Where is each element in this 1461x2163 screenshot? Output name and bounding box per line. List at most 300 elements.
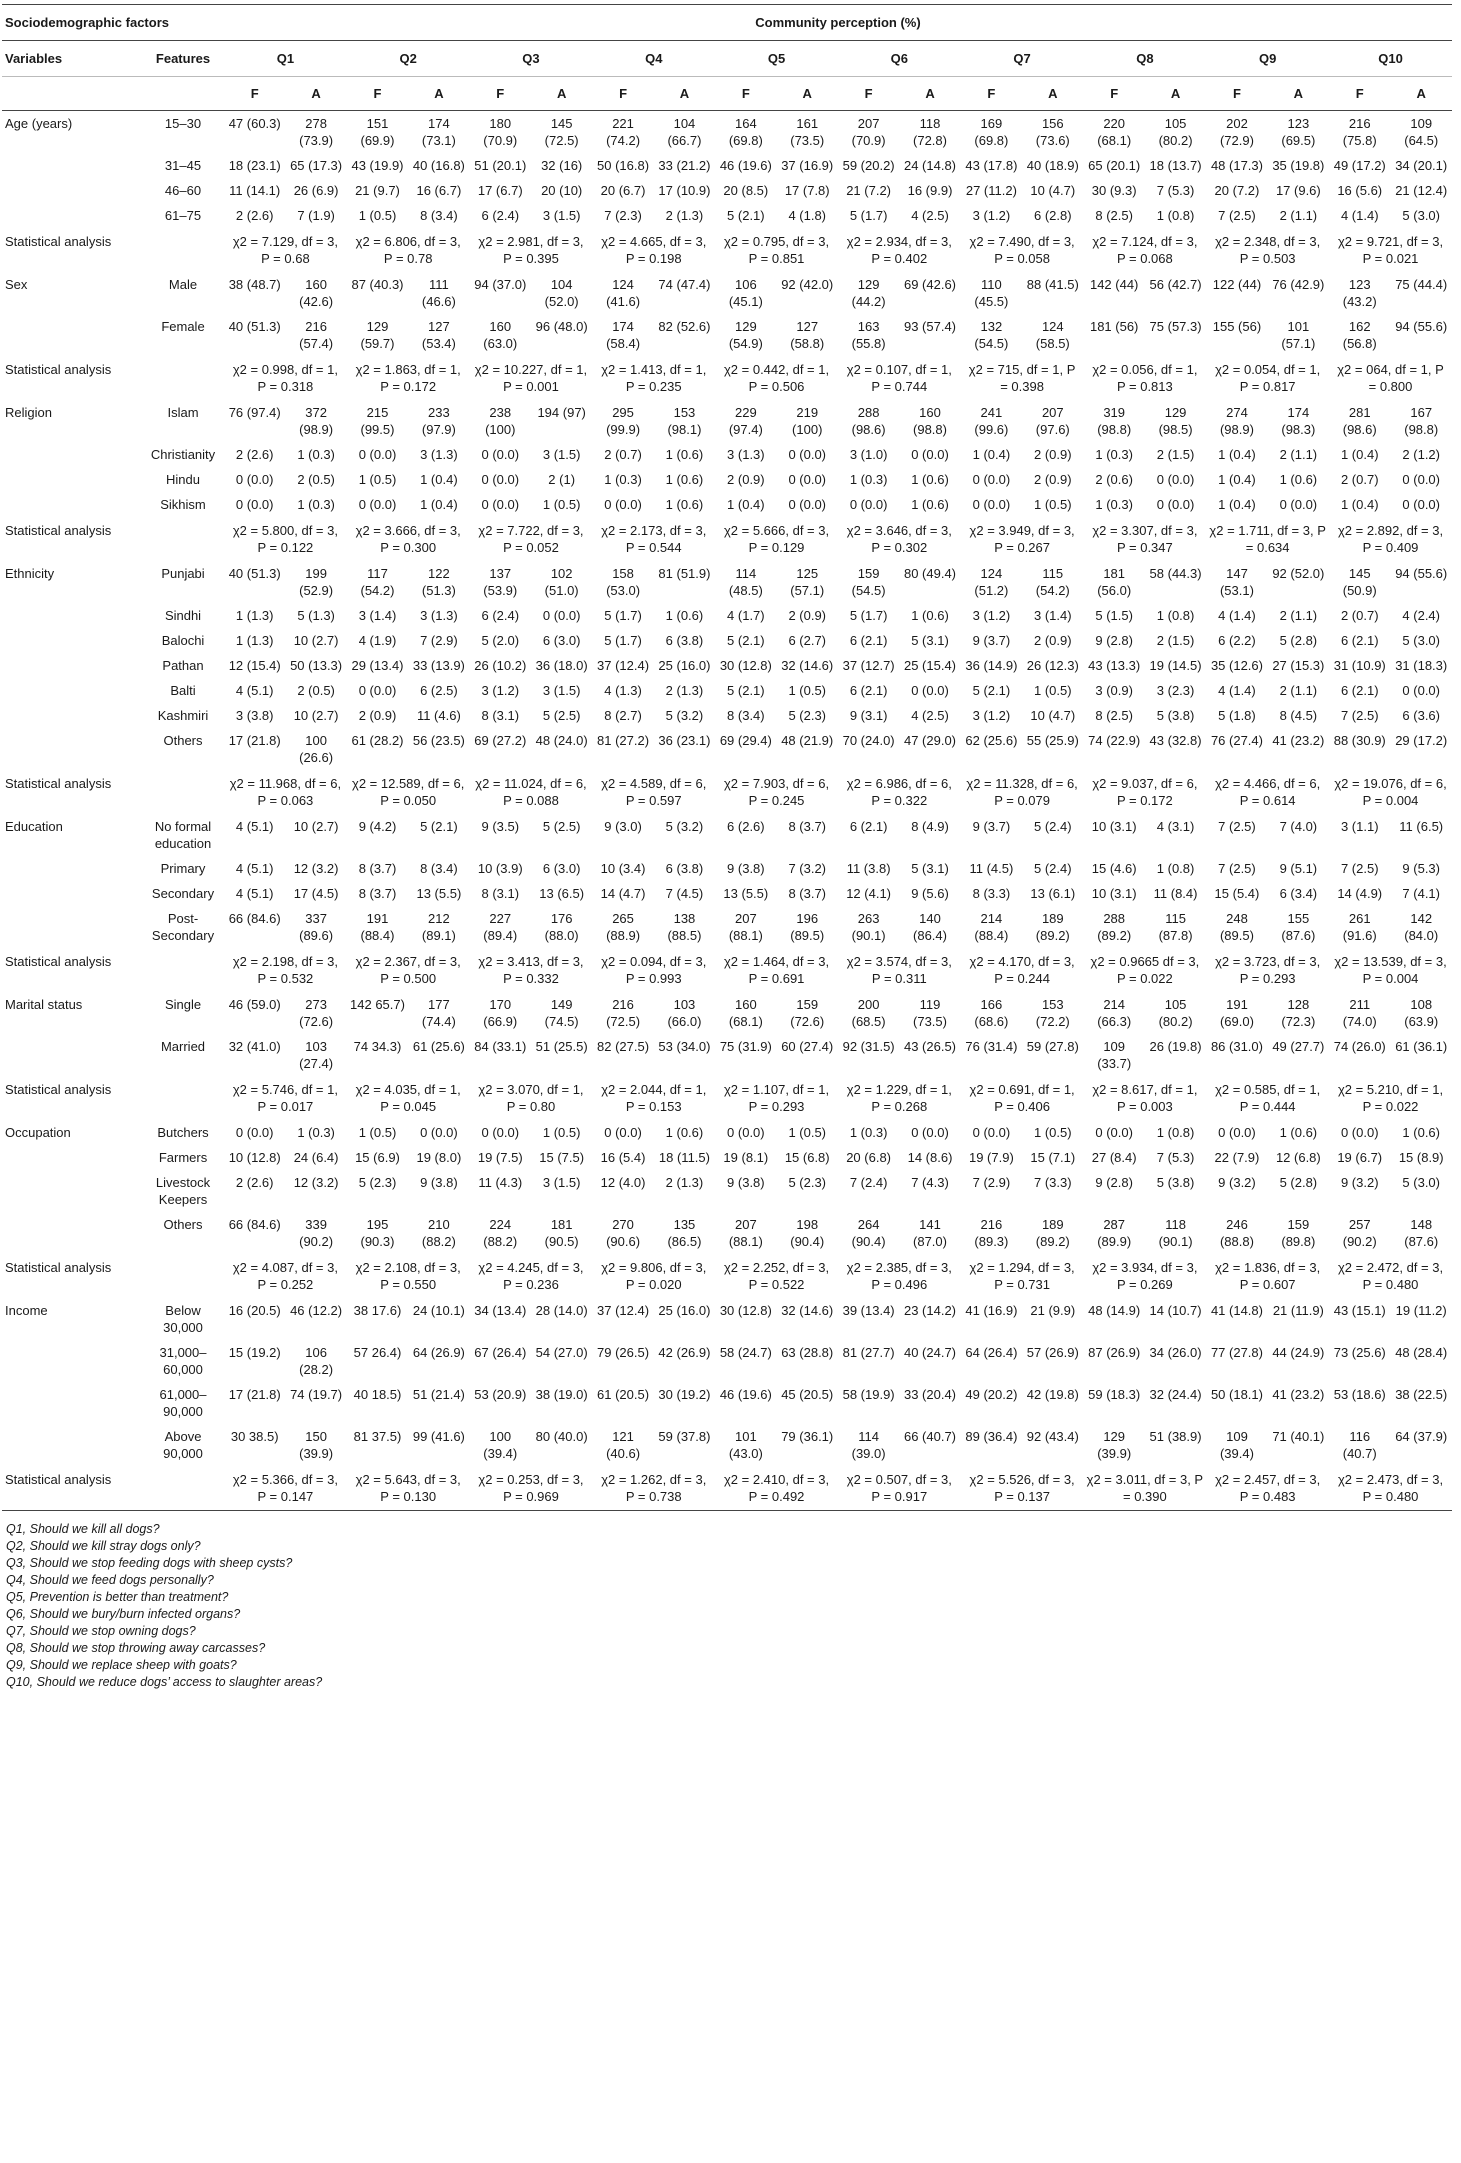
table-row xyxy=(2,881,1452,906)
stat-label: Statistical analysis xyxy=(2,1466,142,1511)
feature-cell: Hindu xyxy=(166,472,200,487)
value-cell: 24 (14.8) xyxy=(903,158,957,173)
stat-cell: χ2 = 0.056, df = 1, P = 0.813 xyxy=(1092,362,1198,394)
feature-cell: 15–30 xyxy=(164,116,202,131)
value-cell: 69 (29.4) xyxy=(719,733,772,748)
value-cell: 1 (0.5) xyxy=(542,1125,581,1140)
footnote: Q6, Should we bury/burn infected organs? xyxy=(6,1607,241,1621)
value-cell: 189 (89.2) xyxy=(1035,911,1070,943)
value-cell: 80 (40.0) xyxy=(535,1429,588,1444)
value-cell: 1 (0.3) xyxy=(1095,447,1133,462)
value-cell: 3 (1.2) xyxy=(972,208,1011,223)
value-cell: 106 (45.1) xyxy=(728,277,763,309)
value-cell: 142 (84.0) xyxy=(1404,911,1439,943)
value-cell: 0 (0.0) xyxy=(1156,472,1195,487)
value-cell: 17 (21.8) xyxy=(228,733,281,748)
value-cell: 1 (0.3) xyxy=(1095,497,1133,512)
value-cell: 5 (1.8) xyxy=(1218,708,1256,723)
value-cell: 110 (45.5) xyxy=(974,277,1009,309)
value-cell: 159 (54.5) xyxy=(851,566,886,598)
value-cell: 8 (3.4) xyxy=(420,208,458,223)
value-cell: 60 (27.4) xyxy=(781,1039,834,1054)
value-cell: 0 (0.0) xyxy=(604,497,642,512)
value-cell: 1 (0.8) xyxy=(1156,608,1195,623)
feature-cell: 46–60 xyxy=(164,183,202,198)
feature-cell: Balti xyxy=(170,683,196,698)
variable-cell xyxy=(2,1034,142,1076)
subcol-f-header: F xyxy=(961,77,1022,111)
question-header: Q10 xyxy=(1329,41,1452,77)
value-cell: 147 (53.1) xyxy=(1219,566,1254,598)
value-cell: 8 (3.1) xyxy=(481,886,520,901)
value-cell: 88 (41.5) xyxy=(1026,277,1079,292)
value-cell: 30 (9.3) xyxy=(1091,183,1137,198)
value-cell: 270 (90.6) xyxy=(606,1217,641,1249)
value-cell: 16 (9.9) xyxy=(907,183,953,198)
value-cell: 12 (4.0) xyxy=(600,1175,646,1190)
value-cell: 6 (3.0) xyxy=(542,861,581,876)
value-cell: 36 (18.0) xyxy=(535,658,588,673)
value-cell: 1 (0.8) xyxy=(1156,208,1195,223)
value-cell: 115 (54.2) xyxy=(1035,566,1070,598)
value-cell: 9 (3.8) xyxy=(727,861,765,876)
value-cell: 32 (24.4) xyxy=(1149,1387,1202,1402)
value-cell: 104 (66.7) xyxy=(667,116,702,148)
value-cell: 6 (2.4) xyxy=(481,608,520,623)
blank-cell xyxy=(142,517,224,561)
value-cell: 1 (0.4) xyxy=(1218,472,1256,487)
value-cell: 2 (0.7) xyxy=(604,447,642,462)
value-cell: 180 (70.9) xyxy=(483,116,518,148)
value-cell: 82 (27.5) xyxy=(597,1039,650,1054)
value-cell: 15 (7.5) xyxy=(539,1150,585,1165)
value-cell: 5 (3.0) xyxy=(1402,1175,1440,1190)
value-cell: 9 (3.2) xyxy=(1218,1175,1256,1190)
value-cell: 4 (5.1) xyxy=(235,861,274,876)
value-cell: 58 (24.7) xyxy=(719,1345,772,1360)
value-cell: 119 (73.5) xyxy=(913,997,947,1029)
stat-cell: χ2 = 0.507, df = 3, P = 0.917 xyxy=(838,1466,961,1511)
value-cell: 1 (0.5) xyxy=(358,472,397,487)
blank-cell xyxy=(142,770,224,814)
value-cell: 2 (0.7) xyxy=(1340,472,1379,487)
value-cell: 1 (0.6) xyxy=(911,608,949,623)
value-cell: 128 (72.3) xyxy=(1281,997,1316,1029)
value-cell: 1 (0.5) xyxy=(788,1125,827,1140)
value-cell: 0 (0.0) xyxy=(972,1125,1011,1140)
value-cell: 142 (44) xyxy=(1089,277,1139,292)
value-cell: 6 (2.6) xyxy=(727,819,765,834)
variable-cell: Age (years) xyxy=(5,116,73,131)
value-cell: 6 (3.4) xyxy=(1279,886,1318,901)
value-cell: 8 (2.7) xyxy=(604,708,642,723)
feature-cell: Male xyxy=(168,277,198,292)
variable-cell xyxy=(2,153,142,178)
value-cell: 81 37.5) xyxy=(353,1429,402,1444)
value-cell: 30 (19.2) xyxy=(658,1387,711,1402)
stat-cell: χ2 = 064, df = 1, P = 0.800 xyxy=(1337,362,1444,394)
value-cell: 118 (90.1) xyxy=(1158,1217,1193,1249)
feature-cell: Others xyxy=(163,1217,203,1232)
value-cell: 124 (41.6) xyxy=(606,277,641,309)
value-cell: 9 (3.2) xyxy=(1340,1175,1379,1190)
value-cell: 238 (100) xyxy=(485,405,516,437)
subcol-a-header: A xyxy=(1268,77,1329,111)
value-cell: 89 (36.4) xyxy=(965,1429,1018,1444)
value-cell: 15 (8.9) xyxy=(1398,1150,1444,1165)
subcol-f-header: F xyxy=(347,77,408,111)
value-cell: 17 (6.7) xyxy=(477,183,523,198)
value-cell: 80 (49.4) xyxy=(903,566,957,581)
value-cell: 19 (7.5) xyxy=(477,1150,523,1165)
value-cell: 5 (1.5) xyxy=(1095,608,1133,623)
question-header: Q3 xyxy=(470,41,593,77)
value-cell: 59 (37.8) xyxy=(658,1429,711,1444)
variable-cell: Occupation xyxy=(5,1125,71,1140)
value-cell: 151 (69.9) xyxy=(360,116,395,148)
value-cell: 11 (4.3) xyxy=(478,1175,523,1190)
value-cell: 27 (11.2) xyxy=(965,183,1017,198)
value-cell: 105 (80.2) xyxy=(1158,116,1193,148)
value-cell: 26 (10.2) xyxy=(474,658,527,673)
value-cell: 11 (8.4) xyxy=(1153,886,1198,901)
stat-cell: χ2 = 4.170, df = 3, P = 0.244 xyxy=(969,954,1075,986)
value-cell: 62 (25.6) xyxy=(965,733,1018,748)
stat-cell: χ2 = 3.070, df = 1, P = 0.80 xyxy=(478,1082,584,1114)
value-cell: 7 (3.2) xyxy=(788,861,827,876)
value-cell: 216 (89.3) xyxy=(974,1217,1009,1249)
value-cell: 5 (1.7) xyxy=(849,608,888,623)
value-cell: 43 (26.5) xyxy=(903,1039,957,1054)
value-cell: 49 (17.2) xyxy=(1333,158,1386,173)
stat-row xyxy=(2,1076,1452,1120)
value-cell: 14 (8.6) xyxy=(907,1150,953,1165)
value-cell: 15 (5.4) xyxy=(1214,886,1260,901)
stat-cell: χ2 = 2.934, df = 3, P = 0.402 xyxy=(846,234,952,266)
feature-cell: Married xyxy=(160,1039,206,1054)
variable-cell: Income xyxy=(5,1303,48,1318)
blank-cell xyxy=(142,1254,224,1298)
blank-header-cell xyxy=(142,77,224,111)
value-cell: 3 (3.8) xyxy=(235,708,274,723)
stat-cell: χ2 = 2.472, df = 3, P = 0.480 xyxy=(1337,1260,1444,1292)
value-cell: 10 (3.4) xyxy=(600,861,646,876)
variable-cell: Religion xyxy=(5,405,52,420)
value-cell: 0 (0.0) xyxy=(972,472,1011,487)
value-cell: 76 (42.9) xyxy=(1272,277,1325,292)
value-cell: 7 (2.9) xyxy=(972,1175,1011,1190)
features-header: Features xyxy=(142,41,224,77)
table-row xyxy=(2,628,1452,653)
value-cell: 19 (8.0) xyxy=(416,1150,462,1165)
value-cell: 127 (58.8) xyxy=(790,319,825,351)
value-cell: 1 (0.5) xyxy=(358,1125,397,1140)
value-cell: 1 (0.5) xyxy=(1034,683,1072,698)
value-cell: 69 (27.2) xyxy=(474,733,527,748)
value-cell: 53 (20.9) xyxy=(474,1387,527,1402)
stat-cell: χ2 = 2.385, df = 3, P = 0.496 xyxy=(846,1260,952,1292)
table-row xyxy=(2,992,1452,1034)
value-cell: 75 (57.3) xyxy=(1149,319,1202,334)
value-cell: 6 (3.8) xyxy=(665,861,704,876)
subcol-a-header: A xyxy=(1390,77,1452,111)
variable-cell xyxy=(2,314,142,356)
value-cell: 29 (17.2) xyxy=(1395,733,1448,748)
value-cell: 220 (68.1) xyxy=(1097,116,1132,148)
value-cell: 64 (26.9) xyxy=(412,1345,465,1360)
value-cell: 20 (6.7) xyxy=(600,183,646,198)
feature-cell: Single xyxy=(164,997,202,1012)
value-cell: 5 (2.5) xyxy=(542,708,581,723)
value-cell: 0 (0.0) xyxy=(1156,497,1195,512)
value-cell: 47 (60.3) xyxy=(228,116,281,131)
value-cell: 61 (20.5) xyxy=(597,1387,650,1402)
value-cell: 16 (5.4) xyxy=(600,1150,646,1165)
value-cell: 1 (0.4) xyxy=(420,497,458,512)
value-cell: 1 (0.5) xyxy=(1034,497,1072,512)
value-cell: 10 (2.7) xyxy=(293,819,339,834)
stat-cell: χ2 = 1.413, df = 1, P = 0.235 xyxy=(601,362,707,394)
blank-cell xyxy=(142,1466,224,1511)
value-cell: 6 (3.6) xyxy=(1402,708,1440,723)
value-cell: 8 (3.7) xyxy=(358,886,397,901)
value-cell: 2 (2.6) xyxy=(235,208,274,223)
value-cell: 9 (3.5) xyxy=(481,819,520,834)
value-cell: 1 (1.3) xyxy=(235,608,274,623)
value-cell: 74 (47.4) xyxy=(658,277,711,292)
stat-cell: χ2 = 9.037, df = 6, P = 0.172 xyxy=(1092,776,1198,808)
value-cell: 57 26.4) xyxy=(353,1345,402,1360)
stat-row xyxy=(2,1254,1452,1298)
value-cell: 75 (44.4) xyxy=(1395,277,1448,292)
value-cell: 13 (5.5) xyxy=(416,886,462,901)
value-cell: 4 (1.8) xyxy=(788,208,827,223)
value-cell: 55 (25.9) xyxy=(1026,733,1079,748)
value-cell: 155 (87.6) xyxy=(1281,911,1316,943)
stat-label: Statistical analysis xyxy=(5,776,112,791)
value-cell: 42 (26.9) xyxy=(658,1345,711,1360)
value-cell: 8 (3.7) xyxy=(788,886,827,901)
value-cell: 59 (27.8) xyxy=(1026,1039,1079,1054)
value-cell: 2 (0.9) xyxy=(358,708,397,723)
stat-row xyxy=(2,228,1452,272)
value-cell: 11 (14.1) xyxy=(229,183,281,198)
question-header: Q1 xyxy=(224,41,347,77)
value-cell: 1 (0.4) xyxy=(1218,497,1256,512)
value-cell: 6 (3.8) xyxy=(665,633,704,648)
value-cell: 191 (88.4) xyxy=(360,911,395,943)
stat-cell: χ2 = 5.366, df = 3, P = 0.147 xyxy=(224,1466,347,1511)
value-cell: 124 (58.5) xyxy=(1035,319,1070,351)
value-cell: 16 (5.6) xyxy=(1337,183,1383,198)
blank-cell xyxy=(142,948,224,992)
stat-cell: χ2 = 1.107, df = 1, P = 0.293 xyxy=(723,1082,830,1114)
value-cell: 3 (1.5) xyxy=(542,1175,581,1190)
value-cell: 4 (3.1) xyxy=(1156,819,1195,834)
header-row-subcols xyxy=(2,77,1452,111)
value-cell: 32 (41.0) xyxy=(228,1039,281,1054)
value-cell: 116 (40.7) xyxy=(1342,1429,1377,1461)
value-cell: 6 (3.0) xyxy=(542,633,581,648)
value-cell: 5 (2.8) xyxy=(1279,1175,1318,1190)
subcol-f-header: F xyxy=(1329,77,1390,111)
value-cell: 37 (12.4) xyxy=(597,1303,650,1318)
value-cell: 1 (0.3) xyxy=(849,1125,888,1140)
value-cell: 257 (90.2) xyxy=(1342,1217,1377,1249)
value-cell: 20 (6.8) xyxy=(846,1150,892,1165)
value-cell: 0 (0.0) xyxy=(481,447,520,462)
feature-cell: Below 30,000 xyxy=(163,1303,203,1335)
value-cell: 54 (27.0) xyxy=(535,1345,588,1360)
value-cell: 12 (15.4) xyxy=(228,658,281,673)
value-cell: 207 (97.6) xyxy=(1035,405,1070,437)
stat-cell: χ2 = 1.464, df = 3, P = 0.691 xyxy=(723,954,830,986)
value-cell: 0 (0.0) xyxy=(358,447,397,462)
value-cell: 8 (2.5) xyxy=(1095,708,1133,723)
value-cell: 3 (1.5) xyxy=(542,447,581,462)
value-cell: 295 (99.9) xyxy=(606,405,641,437)
value-cell: 6 (2.7) xyxy=(788,633,827,648)
variable-cell xyxy=(2,203,142,228)
value-cell: 216 (57.4) xyxy=(299,319,334,351)
value-cell: 263 (90.1) xyxy=(851,911,886,943)
subcol-a-header: A xyxy=(531,77,592,111)
value-cell: 20 (10) xyxy=(541,183,583,198)
subcol-a-header: A xyxy=(1022,77,1083,111)
value-cell: 5 (2.1) xyxy=(727,633,765,648)
variable-cell xyxy=(2,1212,142,1254)
value-cell: 5 (3.8) xyxy=(1156,1175,1195,1190)
feature-cell: Christianity xyxy=(150,447,216,462)
value-cell: 1 (0.6) xyxy=(1402,1125,1440,1140)
value-cell: 214 (66.3) xyxy=(1097,997,1132,1029)
value-cell: 11 (6.5) xyxy=(1399,819,1444,834)
value-cell: 5 (3.0) xyxy=(1402,208,1440,223)
value-cell: 5 (2.1) xyxy=(420,819,458,834)
value-cell: 58 (44.3) xyxy=(1149,566,1202,581)
stat-label: Statistical analysis xyxy=(5,1082,112,1097)
stat-cell: χ2 = 9.806, df = 3, P = 0.020 xyxy=(601,1260,707,1292)
subcol-f-header: F xyxy=(1206,77,1267,111)
value-cell: 40 (18.9) xyxy=(1026,158,1079,173)
value-cell: 111 (46.6) xyxy=(421,277,456,309)
footnote: Q1, Should we kill all dogs? xyxy=(6,1522,160,1536)
question-header: Q6 xyxy=(838,41,961,77)
value-cell: 0 (0.0) xyxy=(420,1125,458,1140)
value-cell: 1 (0.5) xyxy=(358,208,397,223)
value-cell: 12 (3.2) xyxy=(293,861,339,876)
value-cell: 74 (26.0) xyxy=(1333,1039,1386,1054)
variable-cell xyxy=(2,442,142,467)
value-cell: 61 (28.2) xyxy=(351,733,404,748)
value-cell: 0 (0.0) xyxy=(849,497,888,512)
value-cell: 145 (72.5) xyxy=(544,116,579,148)
value-cell: 9 (3.1) xyxy=(849,708,888,723)
stat-cell: χ2 = 3.307, df = 3, P = 0.347 xyxy=(1092,523,1198,555)
value-cell: 156 (73.6) xyxy=(1035,116,1070,148)
value-cell: 9 (4.2) xyxy=(358,819,397,834)
value-cell: 166 (68.6) xyxy=(974,997,1009,1029)
question-header: Q4 xyxy=(592,41,715,77)
value-cell: 4 (1.4) xyxy=(1218,608,1256,623)
feature-cell: Sikhism xyxy=(160,497,206,512)
table-row xyxy=(2,1212,1452,1254)
stat-cell: χ2 = 2.981, df = 3, P = 0.395 xyxy=(478,234,584,266)
stat-cell: χ2 = 0.795, df = 3, P = 0.851 xyxy=(723,234,830,266)
value-cell: 20 (7.2) xyxy=(1214,183,1260,198)
perception-table xyxy=(2,4,1452,1511)
variable-cell xyxy=(2,1145,142,1170)
value-cell: 21 (11.9) xyxy=(1272,1303,1324,1318)
value-cell: 48 (17.3) xyxy=(1210,158,1263,173)
value-cell: 135 (86.5) xyxy=(667,1217,702,1249)
value-cell: 0 (0.0) xyxy=(1340,1125,1379,1140)
value-cell: 100 (39.4) xyxy=(483,1429,518,1461)
value-cell: 25 (16.0) xyxy=(658,658,711,673)
table-row xyxy=(2,603,1452,628)
value-cell: 2 (2.6) xyxy=(235,447,274,462)
value-cell: 4 (5.1) xyxy=(235,886,274,901)
subcol-f-header: F xyxy=(224,77,285,111)
value-cell: 8 (3.4) xyxy=(727,708,765,723)
value-cell: 160 (98.8) xyxy=(913,405,947,437)
subcol-f-header: F xyxy=(1083,77,1144,111)
value-cell: 274 (98.9) xyxy=(1219,405,1254,437)
value-cell: 81 (51.9) xyxy=(658,566,711,581)
value-cell: 7 (2.4) xyxy=(849,1175,888,1190)
value-cell: 149 (74.5) xyxy=(544,997,579,1029)
value-cell: 9 (3.8) xyxy=(420,1175,458,1190)
value-cell: 8 (2.5) xyxy=(1095,208,1133,223)
table-row xyxy=(2,153,1452,178)
value-cell: 19 (6.7) xyxy=(1337,1150,1383,1165)
value-cell: 32 (16) xyxy=(541,158,583,173)
value-cell: 16 (20.5) xyxy=(228,1303,281,1318)
stat-cell: χ2 = 7.903, df = 6, P = 0.245 xyxy=(723,776,830,808)
value-cell: 10 (3.9) xyxy=(477,861,523,876)
value-cell: 2 (1.1) xyxy=(1279,608,1318,623)
stat-cell: χ2 = 8.617, df = 1, P = 0.003 xyxy=(1092,1082,1198,1114)
value-cell: 137 (53.9) xyxy=(483,566,518,598)
value-cell: 124 (51.2) xyxy=(974,566,1009,598)
value-cell: 28 (14.0) xyxy=(535,1303,588,1318)
value-cell: 4 (5.1) xyxy=(235,683,274,698)
value-cell: 94 (37.0) xyxy=(474,277,527,292)
value-cell: 10 (3.1) xyxy=(1091,819,1137,834)
value-cell: 176 (88.0) xyxy=(544,911,579,943)
stat-cell: χ2 = 4.245, df = 3, P = 0.236 xyxy=(478,1260,584,1292)
value-cell: 7 (2.5) xyxy=(1340,861,1379,876)
value-cell: 4 (2.5) xyxy=(911,208,949,223)
value-cell: 18 (23.1) xyxy=(228,158,281,173)
value-cell: 18 (11.5) xyxy=(658,1150,710,1165)
table-row xyxy=(2,1170,1452,1212)
value-cell: 8 (3.4) xyxy=(420,861,458,876)
value-cell: 0 (0.0) xyxy=(1402,683,1440,698)
value-cell: 41 (23.2) xyxy=(1272,1387,1325,1402)
value-cell: 0 (0.0) xyxy=(788,447,827,462)
value-cell: 196 (89.5) xyxy=(790,911,825,943)
feature-cell: Punjabi xyxy=(161,566,205,581)
footnote: Q8, Should we stop throwing away carcasses? xyxy=(6,1641,266,1655)
value-cell: 1 (0.4) xyxy=(1340,447,1379,462)
subcol-a-header: A xyxy=(1145,77,1206,111)
value-cell: 1 (0.6) xyxy=(911,472,949,487)
value-cell: 5 (2.3) xyxy=(788,708,827,723)
variable-cell xyxy=(2,492,142,517)
value-cell: 0 (0.0) xyxy=(788,497,827,512)
value-cell: 140 (86.4) xyxy=(913,911,947,943)
